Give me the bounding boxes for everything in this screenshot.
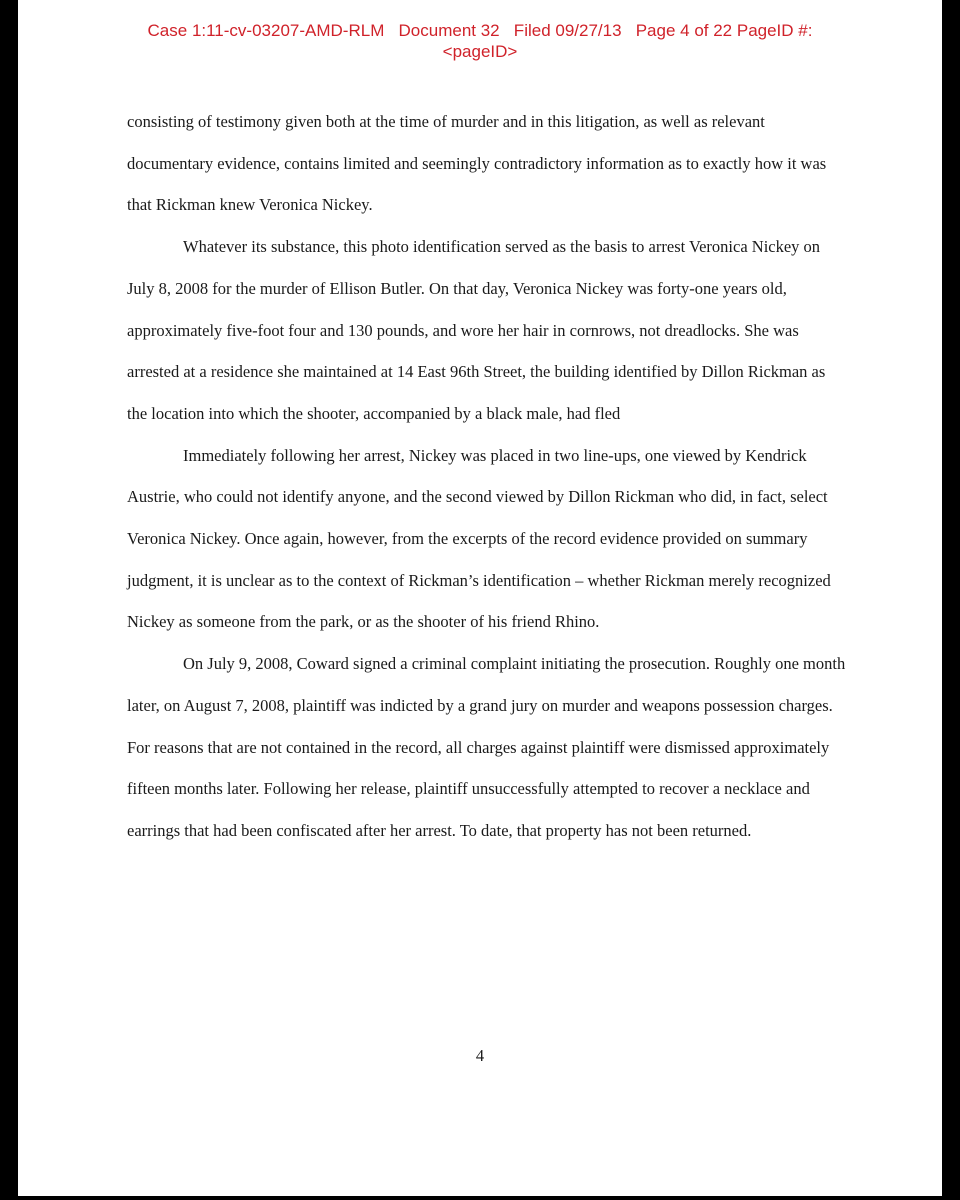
paragraph-3: Immediately following her arrest, Nickey was placed in two line-ups, one viewed by Kendrick Austrie, who could not identify anyone, and the second viewed by Dillon Rickman who did, in fact, select Veronica Nickey. Once again, however, from the excerpts of the record evidence provided on summary judgment, it is unclear as to the context of Rickman’s identification – whether Rickman merely recognized Nickey as someone from the park, or as the shooter of his friend Rhino. (127, 445, 831, 632)
paragraph-4: On July 9, 2008, Coward signed a criminal complaint initiating the prosecution. Roughly one month later, on August 7, 2008, plaintiff was indicted by a grand jury on murder and weapons possession charges. For reasons that are not contained in the record, all charges against plaintiff were dismissed approximately fifteen months later. Following her release, plaintiff unsuccessfully attempted to recover a necklace and earrings that had been confiscated after her arrest. To date, that property has not been returned. (127, 654, 846, 840)
case-header-line-2: <pageID> (442, 42, 518, 61)
page-number: 4 (475, 1046, 485, 1065)
paragraph-1: consisting of testimony given both at the time of murder and in this litigation, as well as relevant documentary evidence, contains limited and seemingly contradictory information as to exactly how it was that Rickman knew Veronica Nickey. (127, 112, 827, 215)
document-page (18, 0, 942, 1196)
document-body (127, 101, 847, 852)
case-header (18, 20, 942, 62)
paragraph-2: Whatever its substance, this photo identification served as the basis to arrest Veronica Nickey on July 8, 2008 for the murder of Ellison Butler. On that day, Veronica Nickey was forty-one years old, approximately five-foot four and 130 pounds, and wore her hair in cornrows, not dreadlocks. She was arrested at a residence she maintained at 14 East 96th Street, the building identified by Dillon Rickman as the location into which the shooter, accompanied by a black male, had fled (127, 237, 826, 423)
case-header-line-1: Case 1:11-cv-03207-AMD-RLM Document 32 Filed 09/27/13 Page 4 of 22 PageID #: (147, 21, 813, 40)
